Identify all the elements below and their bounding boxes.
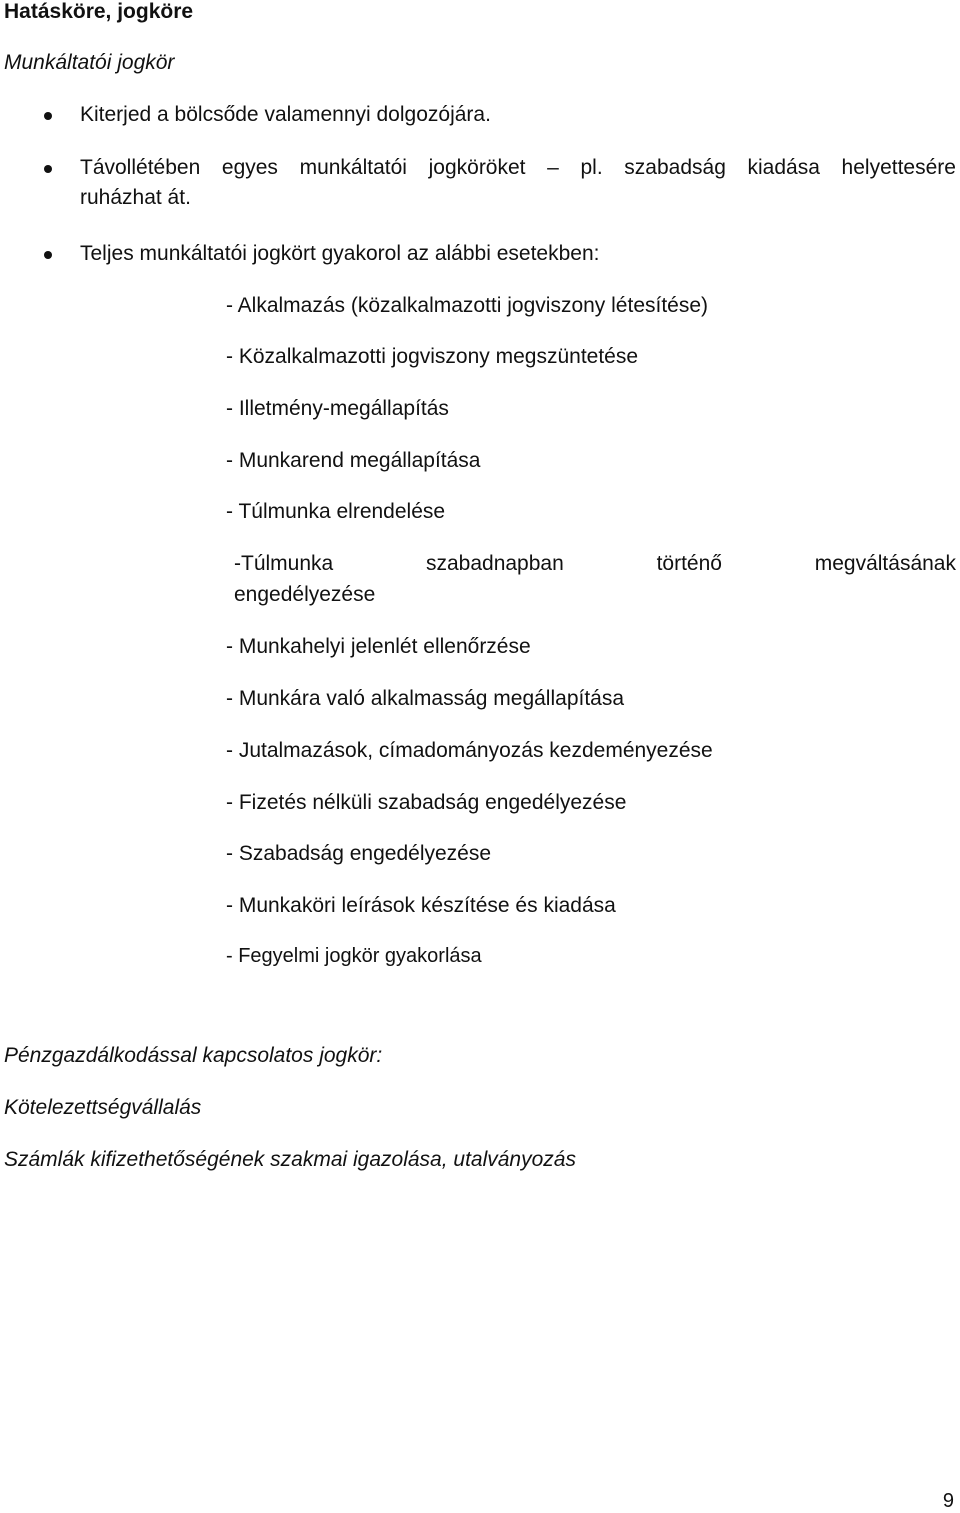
finance-item: Kötelezettségvállalás — [4, 1096, 202, 1119]
sub-item: - Közalkalmazotti jogviszony megszüntetése — [226, 345, 639, 368]
sub-item: - Jutalmazások, címadományozás kezdeményezése — [226, 739, 713, 762]
sub-item-continuation: engedélyezése — [234, 583, 376, 606]
word: kiadása — [747, 156, 820, 179]
bullet-item-continuation: ruházhat át. — [80, 186, 191, 209]
word: egyes — [221, 156, 278, 179]
bullet-dot — [44, 165, 52, 173]
bullet-dot — [44, 251, 52, 259]
word: -Túlmunka — [234, 552, 334, 575]
word: Távollétében — [80, 156, 201, 179]
word: megváltásának — [814, 552, 956, 575]
word: történő — [656, 552, 722, 575]
sub-item: - Munkaköri leírások készítése és kiadása — [226, 894, 616, 917]
bullet-item: Kiterjed a bölcsőde valamennyi dolgozójára. — [80, 103, 491, 126]
sub-item-justified-line — [234, 552, 956, 576]
word: jogköröket — [428, 156, 526, 179]
word: helyettesére — [841, 156, 956, 179]
word: pl. — [580, 156, 603, 179]
sub-item: - Szabadság engedélyezése — [226, 842, 492, 865]
sub-item: - Illetmény-megállapítás — [226, 397, 449, 420]
finance-item: Számlák kifizethetőségének szakmai igazolása, utalványozás — [4, 1148, 576, 1171]
page-number: 9 — [942, 1490, 954, 1512]
word: munkáltatói — [299, 156, 407, 179]
sub-item: - Fegyelmi jogkör gyakorlása — [226, 945, 482, 967]
sub-item: - Túlmunka elrendelése — [226, 500, 446, 523]
section-title: Hatásköre, jogköre — [4, 0, 194, 23]
sub-item: - Fizetés nélküli szabadság engedélyezése — [226, 791, 627, 814]
word: szabadnapban — [425, 552, 564, 575]
section-subtitle: Munkáltatói jogkör — [4, 51, 175, 74]
finance-title: Pénzgazdálkodással kapcsolatos jogkör: — [4, 1044, 383, 1067]
bullet-item-justified-line — [80, 156, 956, 180]
word: szabadság — [624, 156, 726, 179]
sub-item: - Munkarend megállapítása — [226, 449, 481, 472]
sub-item: - Munkahelyi jelenlét ellenőrzése — [226, 635, 531, 658]
sub-item: - Munkára való alkalmasság megállapítása — [226, 687, 625, 710]
sub-item: - Alkalmazás (közalkalmazotti jogviszony létesítése) — [226, 294, 709, 317]
bullet-item: Teljes munkáltatói jogkört gyakorol az alábbi esetekben: — [80, 242, 600, 265]
word: – — [547, 156, 559, 179]
bullet-dot — [44, 112, 52, 120]
